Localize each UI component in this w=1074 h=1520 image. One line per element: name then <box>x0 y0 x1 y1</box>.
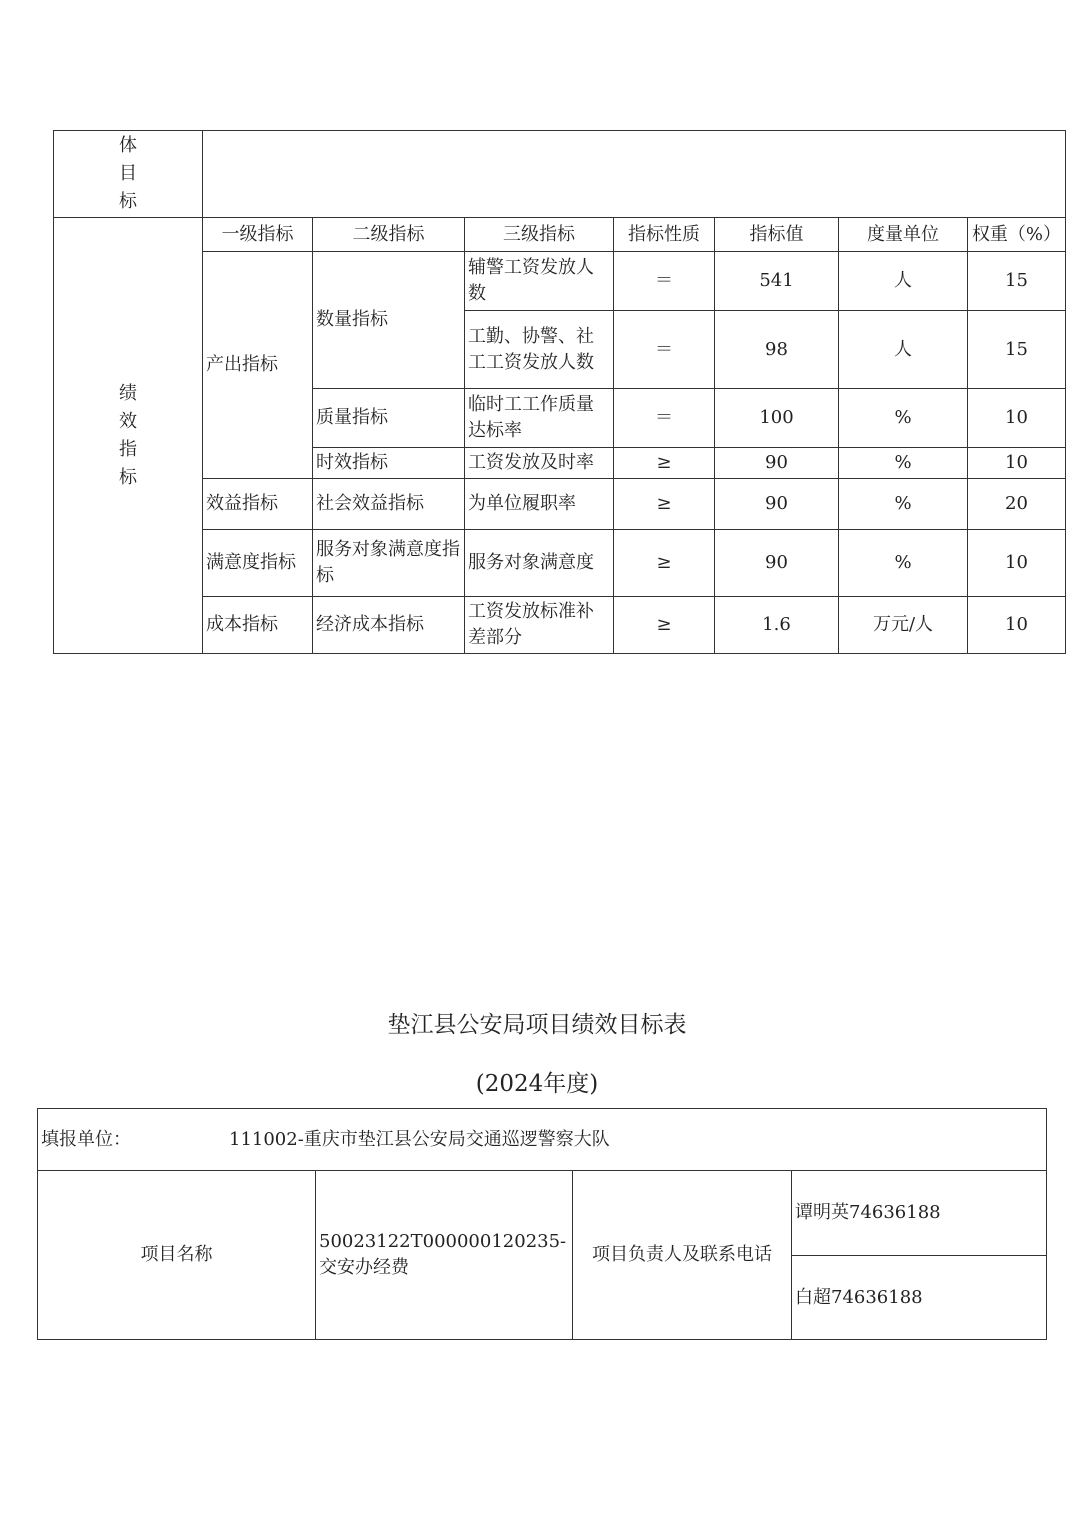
level1-output: 产出指标 <box>203 252 313 479</box>
header-weight: 权重（%） <box>968 218 1066 252</box>
project-info-table <box>37 1108 1047 1340</box>
table-row <box>54 597 1066 654</box>
contact-person-1: 谭明英74636188 <box>792 1171 1047 1256</box>
nature-cell: ＝ <box>614 311 715 389</box>
level2-economic-cost: 经济成本指标 <box>313 597 465 654</box>
unit-cell: 人 <box>839 252 968 311</box>
performance-indicator-label: 绩 效 指 标 <box>54 218 203 654</box>
level2-timeliness: 时效指标 <box>313 448 465 479</box>
level3-cell: 临时工工作质量达标率 <box>465 389 614 448</box>
level2-social-benefit: 社会效益指标 <box>313 479 465 530</box>
value-cell: 1.6 <box>715 597 839 654</box>
level3-cell: 为单位履职率 <box>465 479 614 530</box>
weight-cell: 15 <box>968 252 1066 311</box>
weight-cell: 10 <box>968 389 1066 448</box>
level3-cell: 工勤、协警、社工工资发放人数 <box>465 311 614 389</box>
nature-cell: ＝ <box>614 252 715 311</box>
unit-cell: % <box>839 448 968 479</box>
performance-indicator-table <box>53 130 1066 654</box>
header-level2: 二级指标 <box>313 218 465 252</box>
table-row <box>54 252 1066 311</box>
reporting-unit-label: 填报单位： <box>41 1128 131 1150</box>
level3-cell: 服务对象满意度 <box>465 530 614 597</box>
page-title: 垫江县公安局项目绩效目标表 <box>387 1012 687 1038</box>
header-value: 指标值 <box>715 218 839 252</box>
unit-cell: 万元/人 <box>839 597 968 654</box>
project-name-label: 项目名称 <box>38 1171 316 1340</box>
reporting-unit-value: 111002-重庆市垫江县公安局交通巡逻警察大队 <box>229 1128 610 1150</box>
nature-cell: ≥ <box>614 530 715 597</box>
value-cell: 100 <box>715 389 839 448</box>
level2-service-satisfaction: 服务对象满意度指标 <box>313 530 465 597</box>
level1-satisfaction: 满意度指标 <box>203 530 313 597</box>
value-cell: 90 <box>715 479 839 530</box>
level2-quantity: 数量指标 <box>313 252 465 389</box>
level1-benefit: 效益指标 <box>203 479 313 530</box>
level2-quality: 质量指标 <box>313 389 465 448</box>
weight-cell: 20 <box>968 479 1066 530</box>
level3-cell: 辅警工资发放人数 <box>465 252 614 311</box>
value-cell: 90 <box>715 530 839 597</box>
weight-cell: 10 <box>968 530 1066 597</box>
level1-cost: 成本指标 <box>203 597 313 654</box>
unit-cell: 人 <box>839 311 968 389</box>
level3-cell: 工资发放及时率 <box>465 448 614 479</box>
project-name-value: 50023122T000000120235-交安办经费 <box>316 1171 573 1340</box>
nature-cell: ≥ <box>614 448 715 479</box>
table-row <box>54 479 1066 530</box>
table-row <box>54 530 1066 597</box>
unit-cell: % <box>839 479 968 530</box>
weight-cell: 10 <box>968 597 1066 654</box>
reporting-unit-row <box>38 1109 1047 1171</box>
contact-label: 项目负责人及联系电话 <box>573 1171 792 1340</box>
weight-cell: 10 <box>968 448 1066 479</box>
value-cell: 541 <box>715 252 839 311</box>
nature-cell: ＝ <box>614 389 715 448</box>
nature-cell: ≥ <box>614 597 715 654</box>
value-cell: 90 <box>715 448 839 479</box>
unit-cell: % <box>839 530 968 597</box>
unit-cell: % <box>839 389 968 448</box>
header-nature: 指标性质 <box>614 218 715 252</box>
level3-cell: 工资发放标准补差部分 <box>465 597 614 654</box>
overall-goal-content <box>203 131 1066 218</box>
nature-cell: ≥ <box>614 479 715 530</box>
header-level3: 三级指标 <box>465 218 614 252</box>
header-unit: 度量单位 <box>839 218 968 252</box>
page-subtitle: (2024年度) <box>475 1071 599 1097</box>
contact-person-2: 白超74636188 <box>792 1256 1047 1340</box>
value-cell: 98 <box>715 311 839 389</box>
weight-cell: 15 <box>968 311 1066 389</box>
overall-goal-label: 体 目 标 <box>54 131 203 218</box>
header-level1: 一级指标 <box>203 218 313 252</box>
